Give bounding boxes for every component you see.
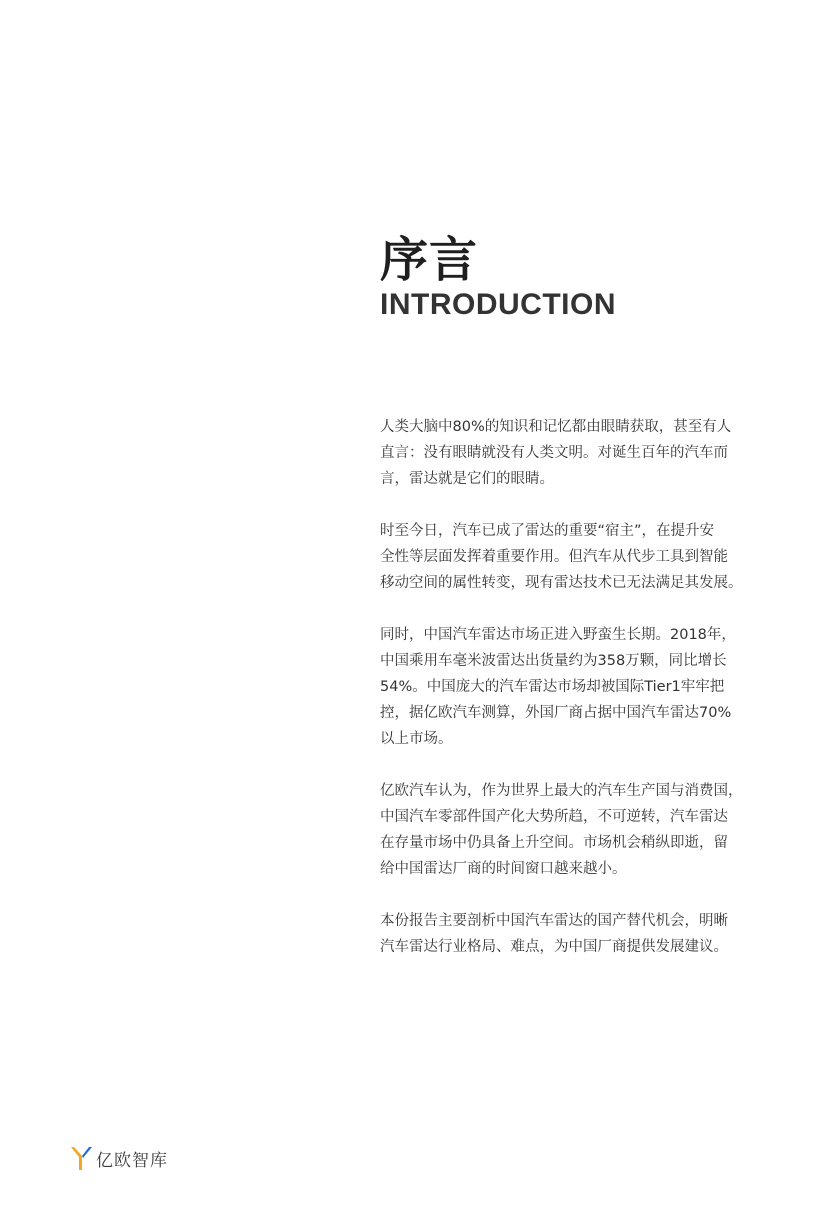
paragraph-2: [380, 518, 772, 596]
brand-logo-text: 亿欧智库: [96, 1150, 168, 1171]
paragraph-line: 中国乘用车毫米波雷达出货量约为358万颗，同比增长: [380, 653, 727, 669]
paragraph-line: 给中国雷达厂商的时间窗口越来越小。: [380, 861, 627, 877]
paragraph-line: 54%。中国庞大的汽车雷达市场却被国际Tier1牢牢把: [380, 679, 725, 695]
paragraph-line: 直言：没有眼睛就没有人类文明。对诞生百年的汽车而: [380, 445, 728, 461]
page-subtitle: INTRODUCTION: [380, 288, 616, 321]
yiou-y-logo-icon: [70, 1145, 92, 1171]
page-title: 序言: [380, 232, 479, 288]
paragraph-line: 在存量市场中仍具备上升空间。市场机会稍纵即逝，留: [380, 835, 728, 851]
paragraph-4: [380, 778, 772, 882]
paragraph-line: 全性等层面发挥着重要作用。但汽车从代步工具到智能: [380, 549, 728, 565]
paragraph-line: 时至今日，汽车已成了雷达的重要“宿主”，在提升安: [380, 523, 715, 539]
paragraph-line: 本份报告主要剖析中国汽车雷达的国产替代机会，明晰: [380, 913, 728, 929]
paragraph-line: 控，据亿欧汽车测算，外国厂商占据中国汽车雷达70%: [380, 705, 732, 721]
paragraph-line: 言，雷达就是它们的眼睛。: [380, 471, 554, 487]
paragraph-line: 亿欧汽车认为，作为世界上最大的汽车生产国与消费国，: [380, 783, 743, 799]
brand-logo: [70, 1145, 168, 1171]
title-block: [380, 232, 616, 322]
paragraph-1: [380, 414, 772, 492]
paragraph-3: [380, 622, 772, 752]
paragraph-line: 中国汽车零部件国产化大势所趋，不可逆转，汽车雷达: [380, 809, 728, 825]
paragraph-line: 汽车雷达行业格局、难点，为中国厂商提供发展建议。: [380, 939, 728, 955]
paragraph-line: 同时，中国汽车雷达市场正进入野蛮生长期。2018年，: [380, 627, 736, 643]
paragraph-line: 人类大脑中80%的知识和记忆都由眼睛获取，甚至有人: [380, 419, 732, 435]
paragraph-line: 移动空间的属性转变，现有雷达技术已无法满足其发展。: [380, 575, 743, 591]
introduction-body: [380, 414, 772, 986]
paragraph-line: 以上市场。: [380, 731, 453, 747]
paragraph-5: [380, 908, 772, 960]
